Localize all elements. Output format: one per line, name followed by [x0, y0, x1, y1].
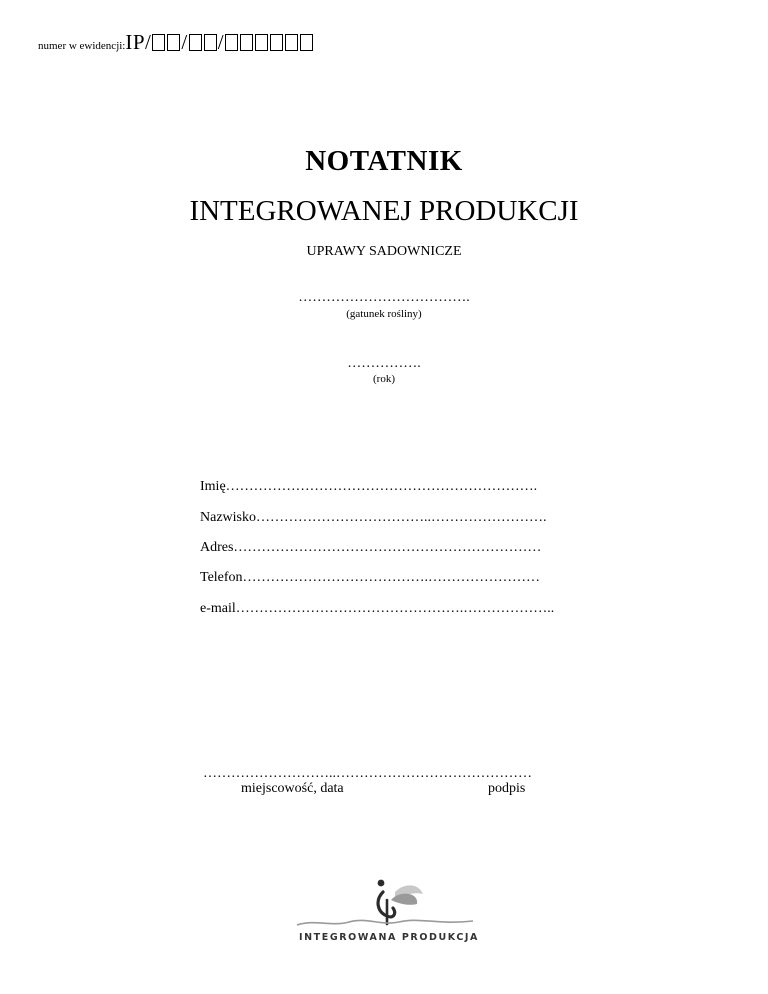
name-field[interactable]: Imię…………………………………………………………. [200, 479, 538, 494]
logo-leaf-grey [391, 894, 417, 905]
evidence-box[interactable] [270, 34, 283, 51]
evidence-box[interactable] [225, 34, 238, 51]
document-title: NOTATNIK [305, 145, 463, 177]
signature-line[interactable]: ………………………..…………………………………… [203, 766, 532, 781]
document-subtitle: INTEGROWANEJ PRODUKCJI [189, 195, 579, 227]
logo-wave [297, 920, 473, 925]
evidence-separator: / [217, 30, 225, 54]
address-field[interactable]: Adres………………………………………………………… [200, 540, 542, 555]
document-category: UPRAWY SADOWNICZE [306, 244, 462, 259]
signature-label: podpis [488, 781, 526, 796]
evidence-box[interactable] [189, 34, 202, 51]
evidence-number [38, 30, 314, 55]
logo-dot [378, 880, 385, 887]
evidence-separator: / [181, 30, 188, 54]
year-label: (rok) [373, 373, 395, 385]
place-date-label: miejscowość, data [241, 781, 344, 796]
year-field[interactable]: ……………. [347, 356, 421, 371]
evidence-box[interactable] [167, 34, 180, 51]
evidence-box[interactable] [240, 34, 253, 51]
surname-field[interactable]: Nazwisko………………………………..……………………. [200, 510, 547, 525]
species-field[interactable]: ………………………………. [298, 290, 470, 305]
evidence-prefix: IP/ [125, 30, 152, 54]
evidence-box[interactable] [300, 34, 313, 51]
evidence-box[interactable] [285, 34, 298, 51]
email-field[interactable]: e-mail………………………………………….……………….. [200, 601, 555, 616]
evidence-label: numer w ewidencji: [38, 40, 126, 52]
evidence-box[interactable] [152, 34, 165, 51]
logo-text: INTEGROWANA PRODUKCJA [299, 932, 480, 943]
phone-field[interactable]: Telefon………………………………….…………………… [200, 570, 541, 585]
evidence-box[interactable] [255, 34, 268, 51]
evidence-box[interactable] [204, 34, 217, 51]
species-label: (gatunek rośliny) [346, 308, 422, 320]
